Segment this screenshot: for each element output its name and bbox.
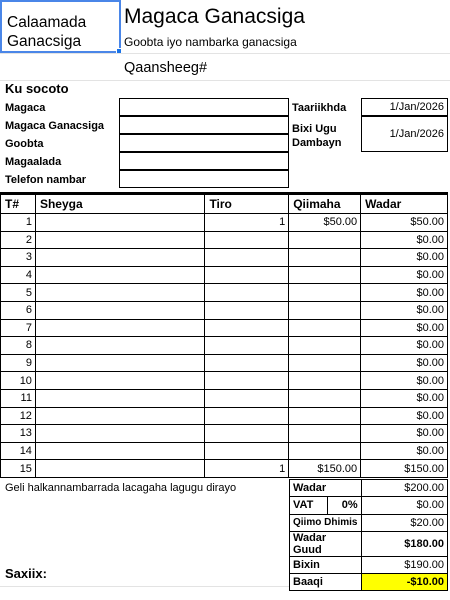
table-row <box>1 372 448 390</box>
qty-cell[interactable] <box>205 354 289 372</box>
company-name-line2: Ganacsiga <box>7 33 82 50</box>
item-cell[interactable] <box>35 425 205 443</box>
grand-total-label: Wadar Guud <box>290 531 362 556</box>
total-cell[interactable]: $0.00 <box>361 389 448 407</box>
paid-value[interactable]: $190.00 <box>361 556 447 573</box>
table-row <box>1 337 448 355</box>
bill-to-heading: Ku socoto <box>5 81 69 96</box>
row-number[interactable]: 9 <box>1 354 36 372</box>
total-cell[interactable]: $0.00 <box>361 425 448 443</box>
field-input-city[interactable] <box>119 152 289 170</box>
price-cell[interactable] <box>289 301 361 319</box>
invoice-number-label[interactable]: Qaansheeg# <box>124 60 208 76</box>
total-cell[interactable]: $150.00 <box>361 460 448 478</box>
row-number[interactable]: 3 <box>1 249 36 267</box>
price-cell[interactable] <box>289 266 361 284</box>
balance-value[interactable]: -$10.00 <box>361 574 447 591</box>
company-name-line1: Calaamada <box>7 14 87 31</box>
price-cell[interactable]: $50.00 <box>289 214 361 232</box>
item-cell[interactable] <box>35 407 205 425</box>
col-header-total[interactable]: Wadar <box>361 194 448 214</box>
paid-row <box>290 556 448 573</box>
row-number[interactable]: 5 <box>1 284 36 302</box>
balance-row <box>290 574 448 591</box>
row-number[interactable]: 7 <box>1 319 36 337</box>
total-cell[interactable]: $0.00 <box>361 301 448 319</box>
total-cell[interactable]: $0.00 <box>361 266 448 284</box>
qty-cell[interactable] <box>205 301 289 319</box>
table-row <box>1 442 448 460</box>
item-cell[interactable] <box>35 460 205 478</box>
items-header-row <box>1 194 448 214</box>
row-number[interactable]: 10 <box>1 372 36 390</box>
grand-total-value[interactable]: $180.00 <box>361 531 447 556</box>
total-cell[interactable]: $0.00 <box>361 249 448 267</box>
qty-cell[interactable] <box>205 231 289 249</box>
table-row <box>1 407 448 425</box>
vat-label: VAT <box>290 497 328 514</box>
col-header-qty[interactable]: Tiro <box>205 194 289 214</box>
table-row <box>1 231 448 249</box>
table-row <box>1 460 448 478</box>
col-header-no[interactable]: T# <box>1 194 36 214</box>
total-cell[interactable]: $0.00 <box>361 354 448 372</box>
price-cell[interactable] <box>289 407 361 425</box>
price-cell[interactable] <box>289 442 361 460</box>
row-number[interactable]: 4 <box>1 266 36 284</box>
row-number[interactable]: 8 <box>1 337 36 355</box>
price-cell[interactable] <box>289 319 361 337</box>
row-number[interactable]: 1 <box>1 214 36 232</box>
qty-cell[interactable]: 1 <box>205 214 289 232</box>
due-date-label-line2: Dambayn <box>292 137 342 149</box>
qty-cell[interactable]: 1 <box>205 460 289 478</box>
row-number[interactable]: 11 <box>1 389 36 407</box>
field-input-name[interactable] <box>119 98 289 116</box>
price-cell[interactable]: $150.00 <box>289 460 361 478</box>
date-value[interactable]: 1/Jan/2026 <box>361 98 448 116</box>
col-header-item[interactable]: Sheyga <box>35 194 205 214</box>
page-title[interactable]: Magaca Ganacsiga <box>124 5 305 28</box>
table-row <box>1 389 448 407</box>
vat-row <box>290 497 448 514</box>
total-cell[interactable]: $0.00 <box>361 284 448 302</box>
table-row <box>1 301 448 319</box>
field-input-location[interactable] <box>119 134 289 152</box>
qty-cell[interactable] <box>205 337 289 355</box>
item-cell[interactable] <box>35 354 205 372</box>
row-number[interactable]: 13 <box>1 425 36 443</box>
total-cell[interactable]: $0.00 <box>361 231 448 249</box>
price-cell[interactable] <box>289 389 361 407</box>
field-label-name: Magaca <box>5 102 46 114</box>
field-input-phone[interactable] <box>119 170 289 188</box>
field-label-phone: Telefon nambar <box>5 174 87 186</box>
qty-cell[interactable] <box>205 442 289 460</box>
price-cell[interactable] <box>289 231 361 249</box>
qty-cell[interactable] <box>205 266 289 284</box>
row-number[interactable]: 14 <box>1 442 36 460</box>
qty-cell[interactable] <box>205 407 289 425</box>
table-row <box>1 425 448 443</box>
total-cell[interactable]: $50.00 <box>361 214 448 232</box>
row-number[interactable]: 15 <box>1 460 36 478</box>
item-cell[interactable] <box>35 266 205 284</box>
discount-row <box>290 514 448 531</box>
table-row <box>1 284 448 302</box>
price-cell[interactable] <box>289 425 361 443</box>
field-label-location: Goobta <box>5 138 44 150</box>
vat-rate[interactable]: 0% <box>327 497 361 514</box>
row-number[interactable]: 12 <box>1 407 36 425</box>
field-input-business-name[interactable] <box>119 116 289 134</box>
item-cell[interactable] <box>35 214 205 232</box>
balance-label: Baaqi <box>290 574 362 591</box>
total-cell[interactable]: $0.00 <box>361 407 448 425</box>
subtotal-label: Wadar <box>290 480 362 497</box>
total-cell[interactable]: $0.00 <box>361 442 448 460</box>
table-row <box>1 354 448 372</box>
table-row <box>1 266 448 284</box>
item-cell[interactable] <box>35 389 205 407</box>
vat-value[interactable]: $0.00 <box>361 497 447 514</box>
price-cell[interactable] <box>289 354 361 372</box>
item-cell[interactable] <box>35 372 205 390</box>
price-cell[interactable] <box>289 337 361 355</box>
payment-note[interactable]: Geli halkannambarrada lacagaha lagugu dirayo <box>5 482 237 494</box>
col-header-price[interactable]: Qiimaha <box>289 194 361 214</box>
qty-cell[interactable] <box>205 389 289 407</box>
price-cell[interactable] <box>289 372 361 390</box>
item-cell[interactable] <box>35 301 205 319</box>
field-label-city: Magaalada <box>5 156 62 168</box>
row-number[interactable]: 2 <box>1 231 36 249</box>
item-cell[interactable] <box>35 442 205 460</box>
table-row <box>1 214 448 232</box>
item-cell[interactable] <box>35 319 205 337</box>
item-cell[interactable] <box>35 231 205 249</box>
table-row <box>1 319 448 337</box>
grid-line <box>0 586 289 587</box>
field-label-business-name: Magaca Ganacsiga <box>5 120 105 132</box>
price-cell[interactable] <box>289 284 361 302</box>
totals-table <box>289 479 448 591</box>
item-cell[interactable] <box>35 249 205 267</box>
qty-cell[interactable] <box>205 284 289 302</box>
date-label: Taariikhda <box>292 102 347 114</box>
items-table <box>0 192 448 478</box>
qty-cell[interactable] <box>205 249 289 267</box>
total-cell[interactable]: $0.00 <box>361 337 448 355</box>
business-address[interactable]: Goobta iyo nambarka ganacsiga <box>124 35 297 49</box>
qty-cell[interactable] <box>205 319 289 337</box>
due-date-value[interactable]: 1/Jan/2026 <box>361 116 448 152</box>
total-cell[interactable]: $0.00 <box>361 319 448 337</box>
signature-label: Saxiix: <box>5 566 47 581</box>
table-row <box>1 249 448 267</box>
qty-cell[interactable] <box>205 425 289 443</box>
discount-label: Qiimo Dhimis <box>290 514 362 531</box>
item-cell[interactable] <box>35 284 205 302</box>
price-cell[interactable] <box>289 249 361 267</box>
discount-value[interactable]: $20.00 <box>361 514 447 531</box>
subtotal-value[interactable]: $200.00 <box>361 480 447 497</box>
qty-cell[interactable] <box>205 372 289 390</box>
company-logo-cell[interactable] <box>0 0 121 53</box>
row-number[interactable]: 6 <box>1 301 36 319</box>
due-date-label-line1: Bixi Ugu <box>292 123 337 135</box>
paid-label: Bixin <box>290 556 362 573</box>
grid-line <box>0 53 450 54</box>
grand-total-row <box>290 531 448 556</box>
item-cell[interactable] <box>35 337 205 355</box>
total-cell[interactable]: $0.00 <box>361 372 448 390</box>
subtotal-row <box>290 480 448 497</box>
